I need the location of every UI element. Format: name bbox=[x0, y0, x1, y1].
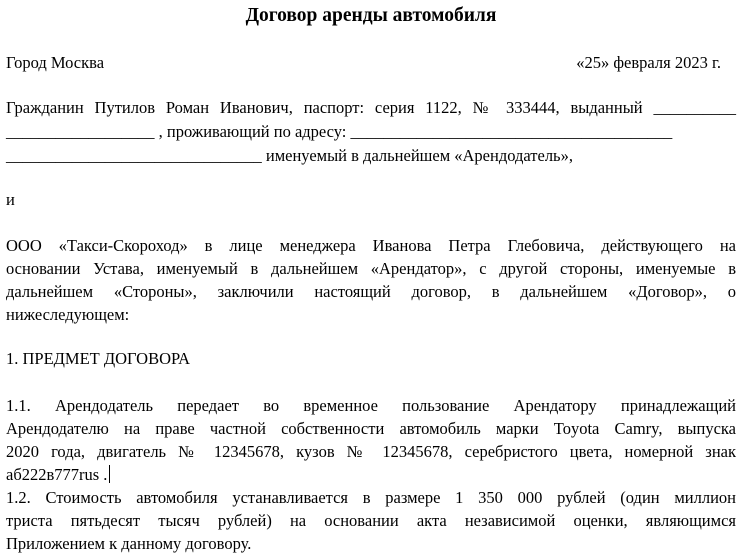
document-page bbox=[6, 0, 736, 554]
clause12-line-2: триста пятьдесят тысяч рублей) на основании акта независимой оценки, являющимся bbox=[6, 511, 736, 530]
contract-date: «25» февраля 2023 г. bbox=[576, 53, 721, 72]
clause11-line-1: 1.1. Арендодатель передает во временное пользование Арендатору принадлежащий bbox=[6, 396, 736, 415]
header-line bbox=[6, 52, 736, 74]
para1-line-3: _______________________________ именуемый в дальнейшем «Арендодатель», bbox=[6, 146, 573, 165]
clause11-line-4-text: аб222в777rus . bbox=[6, 465, 108, 484]
para1-line-2: __________________ , проживающий по адресу: _______________________________________ bbox=[6, 122, 673, 141]
para2-line-3: дальнейшем «Стороны», заключили настоящий договор, в дальнейшем «Договор», о bbox=[6, 282, 736, 301]
clause12-line-1: 1.2. Стоимость автомобиля устанавливается в размере 1 350 000 рублей (один миллион bbox=[6, 488, 736, 507]
document-title: Договор аренды автомобиля bbox=[245, 5, 497, 26]
para2-line-1: ООО «Такси-Скороход» в лице менеджера Иванова Петра Глебовича, действующего на bbox=[6, 236, 736, 255]
para2-line-2: основании Устава, именуемый в дальнейшем «Арендатор», с другой стороны, именуемые в bbox=[6, 259, 736, 278]
clause11-line-2: Арендодателю на праве частной собственности автомобиль марки Toyota Camry, выпуска bbox=[6, 419, 736, 438]
clause11-line-3: 2020 года, двигатель № 12345678, кузов № 12345678, серебристого цвета, номерной знак bbox=[6, 442, 736, 461]
para1-line-1: Гражданин Путилов Роман Иванович, паспорт: серия 1122, № 333444, выданный __________ bbox=[6, 98, 736, 117]
conjunction: и bbox=[6, 190, 15, 209]
text-cursor bbox=[109, 465, 110, 483]
city: Город Москва bbox=[6, 53, 105, 72]
section-heading: 1. ПРЕДМЕТ ДОГОВОРА bbox=[6, 349, 190, 368]
para2-line-4: нижеследующем: bbox=[6, 305, 130, 324]
clause11-line-4[interactable] bbox=[6, 464, 736, 486]
clause12-line-3: Приложением к данному договору. bbox=[6, 534, 252, 553]
